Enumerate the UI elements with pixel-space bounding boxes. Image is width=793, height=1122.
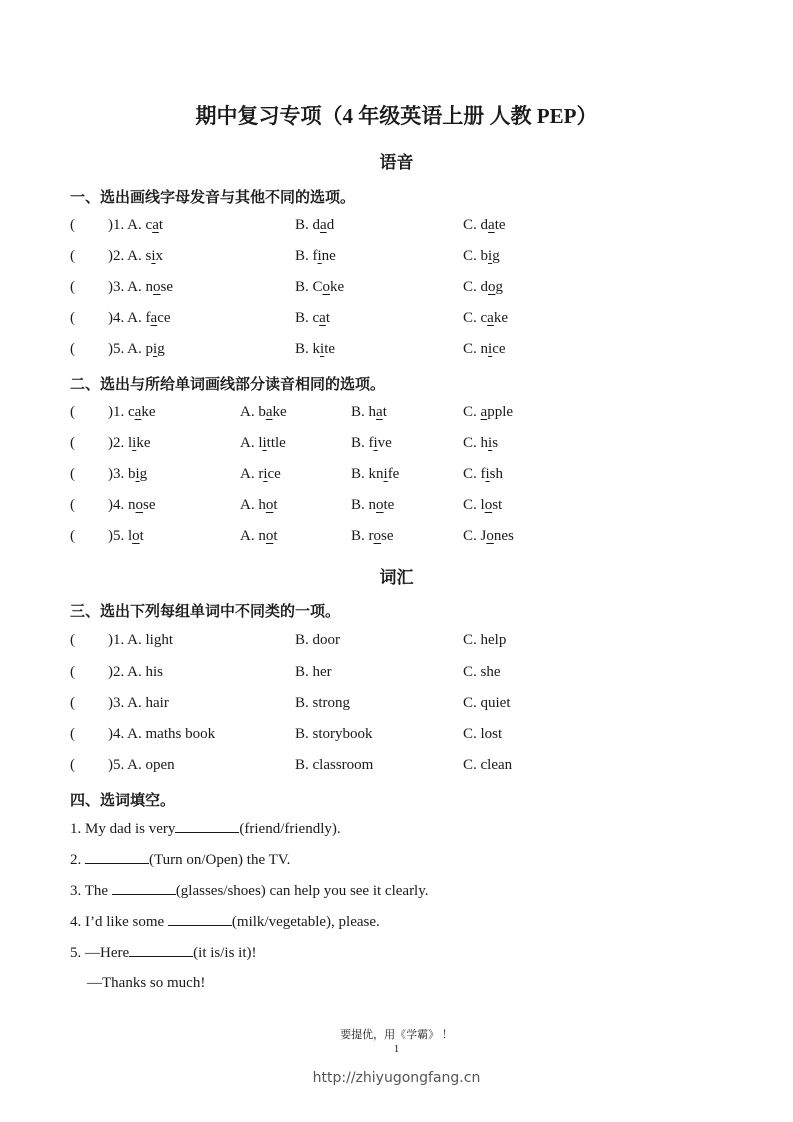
option-b: B. five xyxy=(351,435,392,451)
answer-paren-close: ) xyxy=(108,695,113,711)
option-a: 5. A. pig xyxy=(113,341,165,357)
part2-row xyxy=(0,466,793,490)
part2-row xyxy=(0,528,793,552)
option-b: B. hat xyxy=(351,404,387,420)
part3-row xyxy=(0,726,793,750)
part2-heading: 二、选出与所给单词画线部分读音相同的选项。 xyxy=(70,377,386,393)
option-b: B. fine xyxy=(295,248,336,264)
answer-paren-open[interactable]: ( xyxy=(70,726,75,742)
fill-blank[interactable] xyxy=(175,820,239,833)
option-a: 5. A. open xyxy=(113,757,175,773)
answer-paren-open[interactable]: ( xyxy=(70,279,75,295)
option-c: C. clean xyxy=(463,757,513,773)
section-title-phonics: 语音 xyxy=(379,153,414,172)
option-a: A. hot xyxy=(240,497,278,513)
part3-row xyxy=(0,757,793,781)
option-c: C. quiet xyxy=(463,695,511,711)
part4-heading: 四、选词填空。 xyxy=(70,793,176,809)
answer-paren-close: ) xyxy=(108,248,113,264)
answer-paren-open[interactable]: ( xyxy=(70,310,75,326)
option-c: C. big xyxy=(463,248,500,264)
part3-heading: 三、选出下列每组单词中不同类的一项。 xyxy=(70,604,341,620)
answer-paren-open[interactable]: ( xyxy=(70,757,75,773)
option-c: C. cake xyxy=(463,310,509,326)
option-c: C. she xyxy=(463,664,501,680)
option-c: C. date xyxy=(463,217,506,233)
answer-paren-close: ) xyxy=(108,466,113,482)
answer-paren-open[interactable]: ( xyxy=(70,497,75,513)
option-b: B. cat xyxy=(295,310,331,326)
option-a: 4. A. maths book xyxy=(113,726,216,742)
part2-row xyxy=(0,435,793,459)
page-title: 期中复习专项（4 年级英语上册 人教 PEP） xyxy=(195,104,598,128)
option-c: C. Jones xyxy=(463,528,514,544)
option-a: 1. A. cat xyxy=(113,217,164,233)
part1-row xyxy=(0,248,793,272)
option-a: 1. A. light xyxy=(113,632,174,648)
footer-note: 要提优，用《学霸》 ！ xyxy=(340,1029,453,1041)
part1-heading: 一、选出画线字母发音与其他不同的选项。 xyxy=(70,190,356,206)
part1-row xyxy=(0,341,793,365)
option-a: 2. A. six xyxy=(113,248,164,264)
option-b: B. knife xyxy=(351,466,400,482)
answer-paren-open[interactable]: ( xyxy=(70,632,75,648)
option-a: 2. A. his xyxy=(113,664,164,680)
option-b: B. dad xyxy=(295,217,335,233)
option-b: B. rose xyxy=(351,528,394,544)
option-c: C. dog xyxy=(463,279,504,295)
answer-paren-close: ) xyxy=(108,217,113,233)
option-b: B. door xyxy=(295,632,340,648)
fill-sentence: 3. The (glasses/shoes) can help you see it clearly. xyxy=(70,883,429,899)
option-c: C. lost xyxy=(463,726,503,742)
answer-paren-close: ) xyxy=(108,310,113,326)
option-b: B. her xyxy=(295,664,332,680)
dialogue-reply: —Thanks so much! xyxy=(87,975,206,991)
answer-paren-close: ) xyxy=(108,435,113,451)
answer-paren-open[interactable]: ( xyxy=(70,528,75,544)
answer-paren-open[interactable]: ( xyxy=(70,404,75,420)
page-number: 1 xyxy=(393,1043,400,1055)
option-c: C. fish xyxy=(463,466,504,482)
answer-paren-close: ) xyxy=(108,632,113,648)
part2-row xyxy=(0,404,793,428)
option-a: 4. A. face xyxy=(113,310,171,326)
part2-row xyxy=(0,497,793,521)
option-c: C. nice xyxy=(463,341,506,357)
option-a: 3. A. nose xyxy=(113,279,174,295)
option-a: 3. A. hair xyxy=(113,695,169,711)
fill-blank[interactable] xyxy=(85,851,149,864)
option-c: C. apple xyxy=(463,404,514,420)
answer-paren-open[interactable]: ( xyxy=(70,435,75,451)
part1-row xyxy=(0,217,793,241)
part3-row xyxy=(0,695,793,719)
option-c: C. lost xyxy=(463,497,503,513)
answer-paren-open[interactable]: ( xyxy=(70,664,75,680)
answer-paren-close: ) xyxy=(108,528,113,544)
given-word: 2. like xyxy=(113,435,151,451)
given-word: 3. big xyxy=(113,466,148,482)
option-b: B. kite xyxy=(295,341,336,357)
watermark-url[interactable]: http://zhiyugongfang.cn xyxy=(312,1070,481,1086)
answer-paren-close: ) xyxy=(108,664,113,680)
fill-sentence: 1. My dad is very (friend/friendly). xyxy=(70,821,341,837)
option-b: B. note xyxy=(351,497,395,513)
option-c: C. his xyxy=(463,435,499,451)
given-word: 5. lot xyxy=(113,528,144,544)
part3-row xyxy=(0,632,793,656)
part1-row xyxy=(0,279,793,303)
fill-sentence: 4. I’d like some (milk/vegetable), please. xyxy=(70,914,380,930)
option-a: A. little xyxy=(240,435,286,451)
answer-paren-close: ) xyxy=(108,279,113,295)
answer-paren-open[interactable]: ( xyxy=(70,341,75,357)
given-word: 4. nose xyxy=(113,497,156,513)
option-a: A. not xyxy=(240,528,278,544)
answer-paren-close: ) xyxy=(108,757,113,773)
option-b: B. Coke xyxy=(295,279,345,295)
option-b: B. classroom xyxy=(295,757,374,773)
part1-row xyxy=(0,310,793,334)
fill-blank[interactable] xyxy=(168,913,232,926)
answer-paren-open[interactable]: ( xyxy=(70,248,75,264)
given-word: 1. cake xyxy=(113,404,156,420)
fill-sentence: 2. (Turn on/Open) the TV. xyxy=(70,852,291,868)
answer-paren-open[interactable]: ( xyxy=(70,217,75,233)
option-b: B. strong xyxy=(295,695,351,711)
option-b: B. storybook xyxy=(295,726,373,742)
section-title-vocab: 词汇 xyxy=(379,568,414,587)
option-a: A. rice xyxy=(240,466,281,482)
answer-paren-close: ) xyxy=(108,497,113,513)
fill-blank[interactable] xyxy=(129,944,193,957)
answer-paren-close: ) xyxy=(108,404,113,420)
fill-sentence: 5. —Here (it is/is it)! xyxy=(70,945,257,961)
fill-blank[interactable] xyxy=(112,882,176,895)
answer-paren-close: ) xyxy=(108,341,113,357)
answer-paren-close: ) xyxy=(108,726,113,742)
answer-paren-open[interactable]: ( xyxy=(70,466,75,482)
option-a: A. bake xyxy=(240,404,287,420)
answer-paren-open[interactable]: ( xyxy=(70,695,75,711)
part3-row xyxy=(0,664,793,688)
option-c: C. help xyxy=(463,632,507,648)
